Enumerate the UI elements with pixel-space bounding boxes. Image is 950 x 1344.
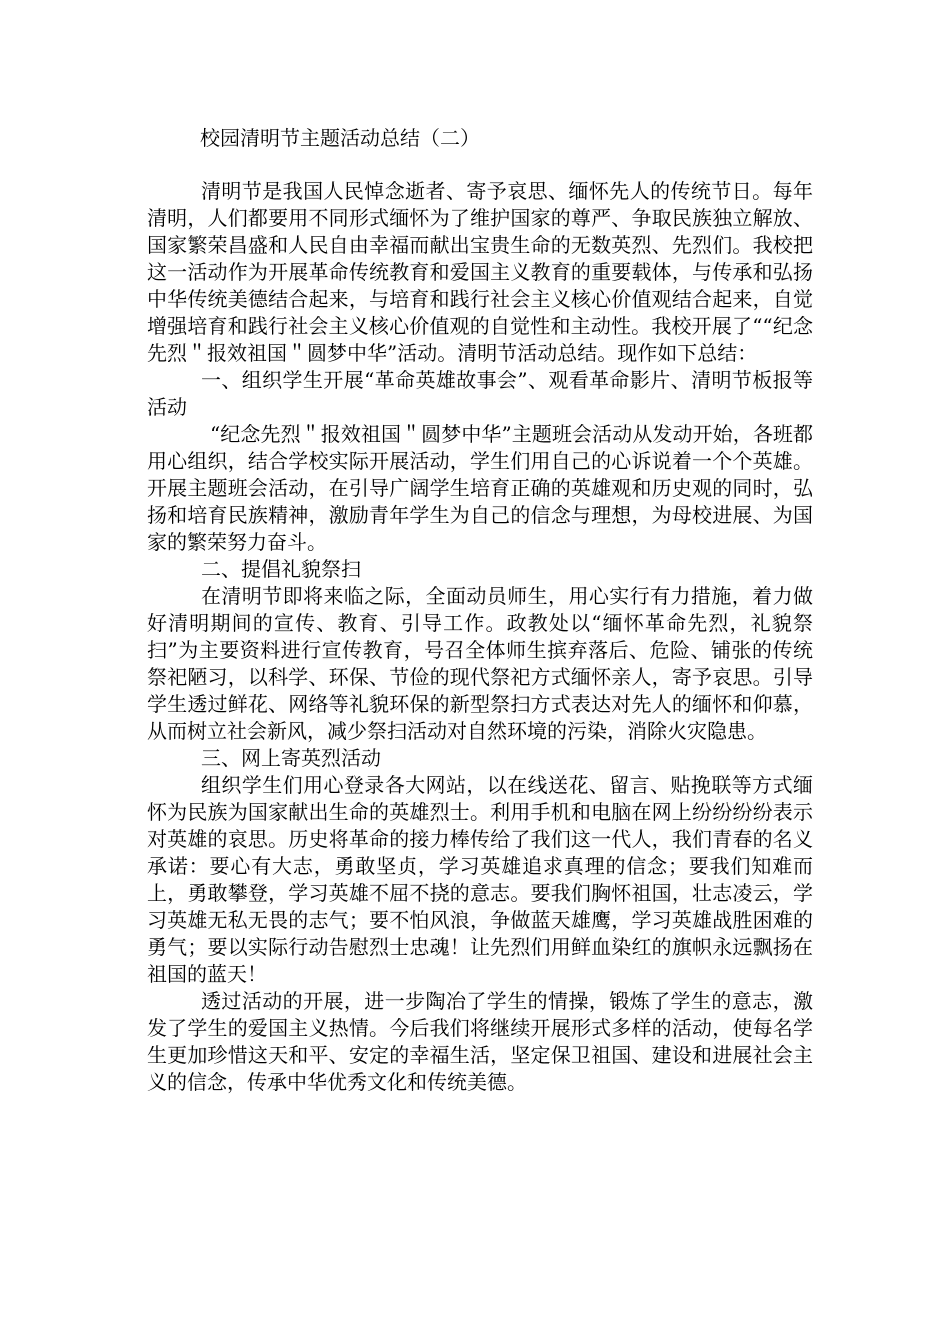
section-heading-3: 三、网上寄英烈活动 bbox=[201, 746, 381, 770]
document-body bbox=[147, 178, 813, 1096]
section-heading-1: 一、组织学生开展“革命英雄故事会”、观看革命影片、清明节板报等活动 bbox=[147, 368, 813, 419]
paragraph-conclusion: 透过活动的开展，进一步陶冶了学生的情操，锻炼了学生的意志，激发了学生的爱国主义热情。今后我们将继续开展形式多样的活动，使每名学生更加珍惜这天和平、安定的幸福生活，坚定保卫祖国、建设和进展社会主义的信念，传承中华优秀文化和传统美德。 bbox=[147, 989, 813, 1094]
paragraph-section-3: 组织学生们用心登录各大网站，以在线送花、留言、贴挽联等方式缅怀为民族为国家献出生命的英雄烈士。利用手机和电脑在网上纷纷纷纷表示对英雄的哀思。历史将革命的接力棒传给了我们这一代人，我们青春的名义承诺：要心有大志，勇敢坚贞，学习英雄追求真理的信念；要我们知难而上，勇敢攀登，学习英雄不屈不挠的意志。要我们胸怀祖国，壮志凌云，学习英雄无私无畏的志气；要不怕风浪，争做蓝天雄鹰，学习英雄战胜困难的勇气；要以实际行动告慰烈士忠魂！让先烈们用鲜血染红的旗帜永远飘扬在祖国的蓝天！ bbox=[147, 773, 813, 986]
document-title: 校园清明节主题活动总结（二） bbox=[200, 126, 480, 150]
paragraph-section-2: 在清明节即将来临之际，全面动员师生，用心实行有力措施，着力做好清明期间的宣传、教育、引导工作。政教处以“缅怀革命先烈，礼貌祭扫”为主要资料进行宣传教育，号召全体师生摈弃落后、危险、铺张的传统祭祀陋习，以科学、环保、节俭的现代祭祀方式缅怀亲人，寄予哀思。引导学生透过鲜花、网络等礼貌环保的新型祭扫方式表达对先人的缅怀和仰慕，从而树立社会新风，减少祭扫活动对自然环境的污染，消除火灾隐患。 bbox=[147, 584, 813, 743]
section-heading-2: 二、提倡礼貌祭扫 bbox=[201, 557, 361, 581]
paragraph-section-1: “纪念先烈＂报效祖国＂圆梦中华”主题班会活动从发动开始，各班都用心组织，结合学校实际开展活动，学生们用自己的心诉说着一个个英雄。开展主题班会活动，在引导广阔学生培育正确的英雄观和历史观的同时，弘扬和培育民族精神，激励青年学生为自己的信念与理想，为母校进展、为国家的繁荣努力奋斗。 bbox=[147, 422, 813, 554]
paragraph-intro: 清明节是我国人民悼念逝者、寄予哀思、缅怀先人的传统节日。每年清明，人们都要用不同形式缅怀为了维护国家的尊严、争取民族独立解放、国家繁荣昌盛和人民自由幸福而献出宝贵生命的无数英烈、先烈们。我校把这一活动作为开展革命传统教育和爱国主义教育的重要载体，与传承和弘扬中华传统美德结合起来，与培育和践行社会主义核心价值观结合起来，自觉增强培育和践行社会主义核心价值观的自觉性和主动性。我校开展了““纪念先烈＂报效祖国＂圆梦中华”活动。清明节活动总结。现作如下总结： bbox=[147, 179, 813, 365]
